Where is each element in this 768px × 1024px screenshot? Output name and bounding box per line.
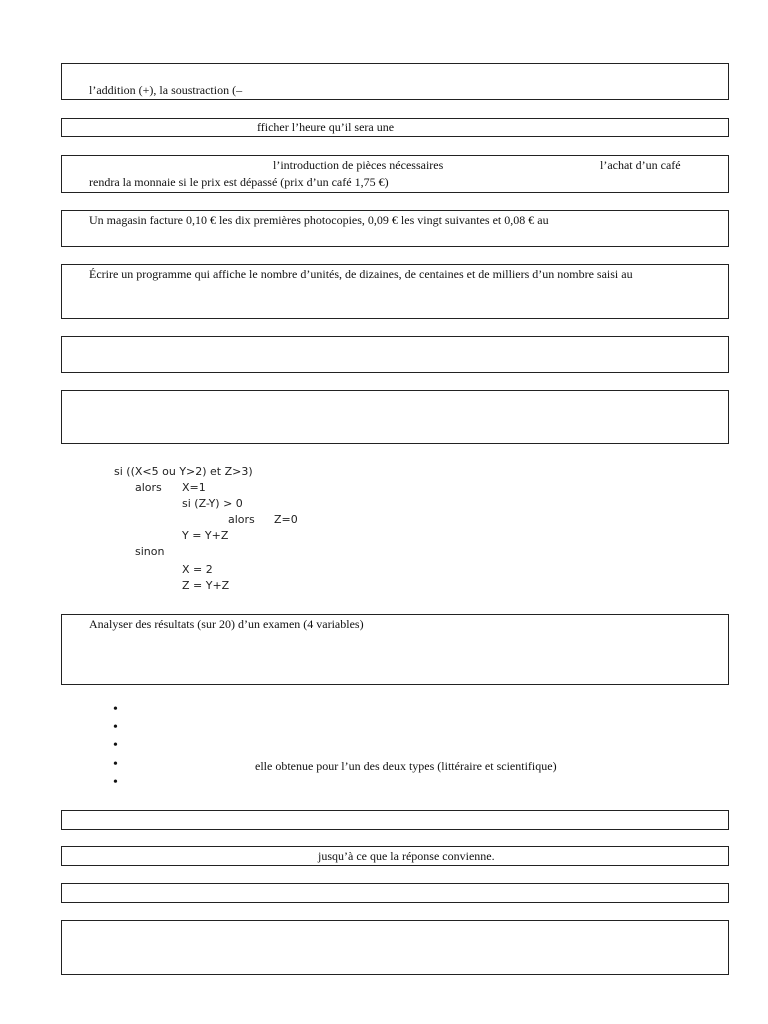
- exercise-5-text: Écrire un programme qui affiche le nombre d’unités, de dizaines, de centaines et de milliers d’un nombre saisi au: [89, 267, 633, 281]
- exercise-3-text-c: rendra la monnaie si le prix est dépassé (prix d’un café 1,75 €): [89, 175, 389, 189]
- algo-line-4: si (Z-Y) > 0: [182, 497, 243, 510]
- exercise-box-7: [61, 390, 729, 444]
- bullet-3: •: [113, 738, 118, 753]
- algo-line-3: X=1: [182, 481, 206, 494]
- exercise-box-13: [61, 920, 729, 975]
- algo-line-7: Y = Y+Z: [182, 529, 229, 542]
- bullet-1: •: [113, 702, 118, 717]
- algo-line-5: alors: [228, 513, 255, 526]
- bullet-2: •: [113, 720, 118, 735]
- exercise-3-text-b: l’achat d’un café: [600, 158, 681, 172]
- algo-line-10: Z = Y+Z: [182, 579, 230, 592]
- exercise-box-10: [61, 810, 729, 830]
- algo-line-6: Z=0: [274, 513, 298, 526]
- algo-line-9: X = 2: [182, 563, 213, 576]
- bullet-4-text: elle obtenue pour l’un des deux types (littéraire et scientifique): [255, 759, 557, 773]
- exercise-11-text: jusqu’à ce que la réponse convienne.: [318, 849, 495, 863]
- exercise-box-6: [61, 336, 729, 373]
- exercise-3-text-a: l’introduction de pièces nécessaires: [273, 158, 444, 172]
- exercise-2-text: fficher l’heure qu’il sera une: [257, 120, 395, 134]
- algo-line-1: si ((X<5 ou Y>2) et Z>3): [114, 465, 253, 478]
- exercise-box-12: [61, 883, 729, 903]
- exercise-9-text: Analyser des résultats (sur 20) d’un examen (4 variables): [89, 617, 364, 631]
- algo-line-8: sinon: [135, 545, 165, 558]
- bullet-5: •: [113, 775, 118, 790]
- exercise-box-2: [61, 118, 729, 137]
- exercise-1-text: l’addition (+), la soustraction (–: [89, 83, 243, 97]
- algo-line-2: alors: [135, 481, 162, 494]
- bullet-4: •: [113, 757, 118, 772]
- exercise-4-text: Un magasin facture 0,10 € les dix premières photocopies, 0,09 € les vingt suivantes et 0,08 € au: [89, 213, 549, 227]
